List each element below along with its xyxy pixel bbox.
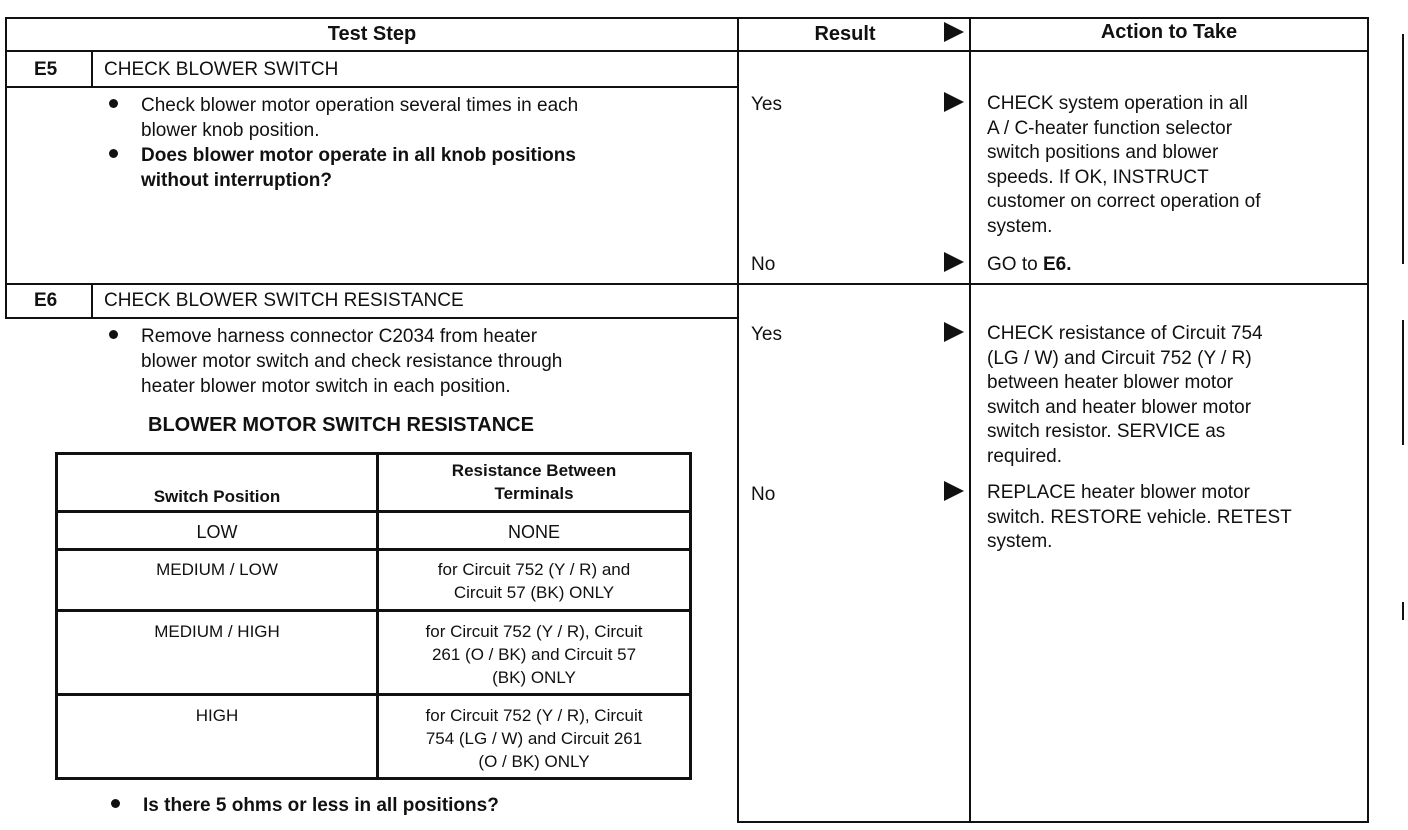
e6-code-divider	[91, 283, 93, 319]
e6-step-1: Remove harness connector C2034 from heater blower motor switch and check resistance through heater blower motor switch in each position.	[141, 326, 563, 397]
scan-mark-3	[1402, 602, 1404, 620]
e5-question: Does blower motor operate in all knob positions without interruption?	[141, 145, 576, 191]
table-cell-resistance: for Circuit 752 (Y / R), Circuit 261 (O / BK) and Circuit 57 (BK) ONLY	[425, 622, 643, 687]
table-cell-resistance: NONE	[507, 522, 560, 542]
bottom-rule	[737, 821, 1369, 823]
e5-step-1: Check blower motor operation several times in each blower knob position.	[141, 95, 579, 141]
e6-left-stub	[5, 283, 7, 319]
e5-title-rule	[5, 86, 739, 88]
e6-question: Is there 5 ohms or less in all positions?	[143, 795, 499, 816]
header-result: Result	[814, 23, 876, 45]
e6-yes-arrow-icon	[944, 322, 964, 342]
table-cell-position: LOW	[196, 522, 238, 542]
e5-bullet-2-icon	[109, 149, 118, 158]
e6-yes-action: CHECK resistance of Circuit 754 (LG / W) and Circuit 752 (Y / R) between heater blower motor switch and heater blower motor switch resistor. SERVICE as required.	[987, 323, 1263, 467]
e5-e6-rule	[5, 283, 1369, 285]
e6-code: E6	[34, 290, 58, 311]
e5-title: CHECK BLOWER SWITCH	[104, 59, 339, 80]
e5-code-divider	[91, 50, 93, 88]
col-divider-2	[969, 17, 971, 823]
e6-no-action: REPLACE heater blower motor switch. RESTORE vehicle. RETEST system.	[987, 482, 1292, 553]
scan-mark-1	[1402, 34, 1404, 264]
e5-code: E5	[34, 59, 58, 80]
header-action: Action to Take	[1100, 21, 1238, 43]
table-cell-position: HIGH	[195, 706, 239, 725]
e5-no-label: No	[751, 254, 776, 275]
e5-yes-action: CHECK system operation in all A / C-heater function selector switch positions and blower speeds. If OK, INSTRUCT customer on correct operation of system.	[987, 93, 1261, 237]
e6-bullet-2-icon	[111, 799, 120, 808]
table-header-position: Switch Position	[153, 487, 281, 506]
resistance-table	[55, 452, 692, 780]
header-test-step: Test Step	[327, 23, 417, 45]
e6-title-rule	[5, 317, 739, 319]
col-divider-1	[737, 17, 739, 823]
left-border	[5, 17, 7, 285]
table-cell-resistance: for Circuit 752 (Y / R), Circuit 754 (LG / W) and Circuit 261 (O / BK) ONLY	[425, 706, 643, 771]
header-rule	[5, 50, 1369, 52]
table-row-rule-1	[58, 548, 689, 551]
e6-table-title: BLOWER MOTOR SWITCH RESISTANCE	[148, 414, 534, 436]
e6-no-arrow-icon	[944, 481, 964, 501]
e5-yes-label: Yes	[751, 94, 782, 115]
right-border	[1367, 17, 1369, 823]
e6-title: CHECK BLOWER SWITCH RESISTANCE	[104, 290, 464, 311]
table-cell-position: MEDIUM / LOW	[156, 560, 278, 579]
e5-yes-arrow-icon	[944, 92, 964, 112]
e6-step-reference: E6.	[1042, 254, 1072, 275]
e6-bullet-1-icon	[109, 330, 118, 339]
e5-bullet-1-icon	[109, 99, 118, 108]
e5-no-arrow-icon	[944, 252, 964, 272]
scan-mark-2	[1402, 320, 1404, 445]
e6-yes-label: Yes	[751, 324, 782, 345]
table-cell-position: MEDIUM / HIGH	[154, 622, 280, 641]
table-row-rule-2	[58, 609, 689, 612]
table-cell-resistance: for Circuit 752 (Y / R) and Circuit 57 (BK) ONLY	[437, 560, 631, 602]
header-arrow-icon	[944, 22, 964, 42]
table-row-rule-3	[58, 693, 689, 696]
table-header-resistance: Resistance Between Terminals	[451, 461, 617, 503]
table-header-rule	[58, 510, 689, 513]
e5-no-action: GO to E6.	[987, 254, 1072, 275]
e6-no-label: No	[751, 484, 776, 505]
top-border	[5, 17, 1369, 19]
